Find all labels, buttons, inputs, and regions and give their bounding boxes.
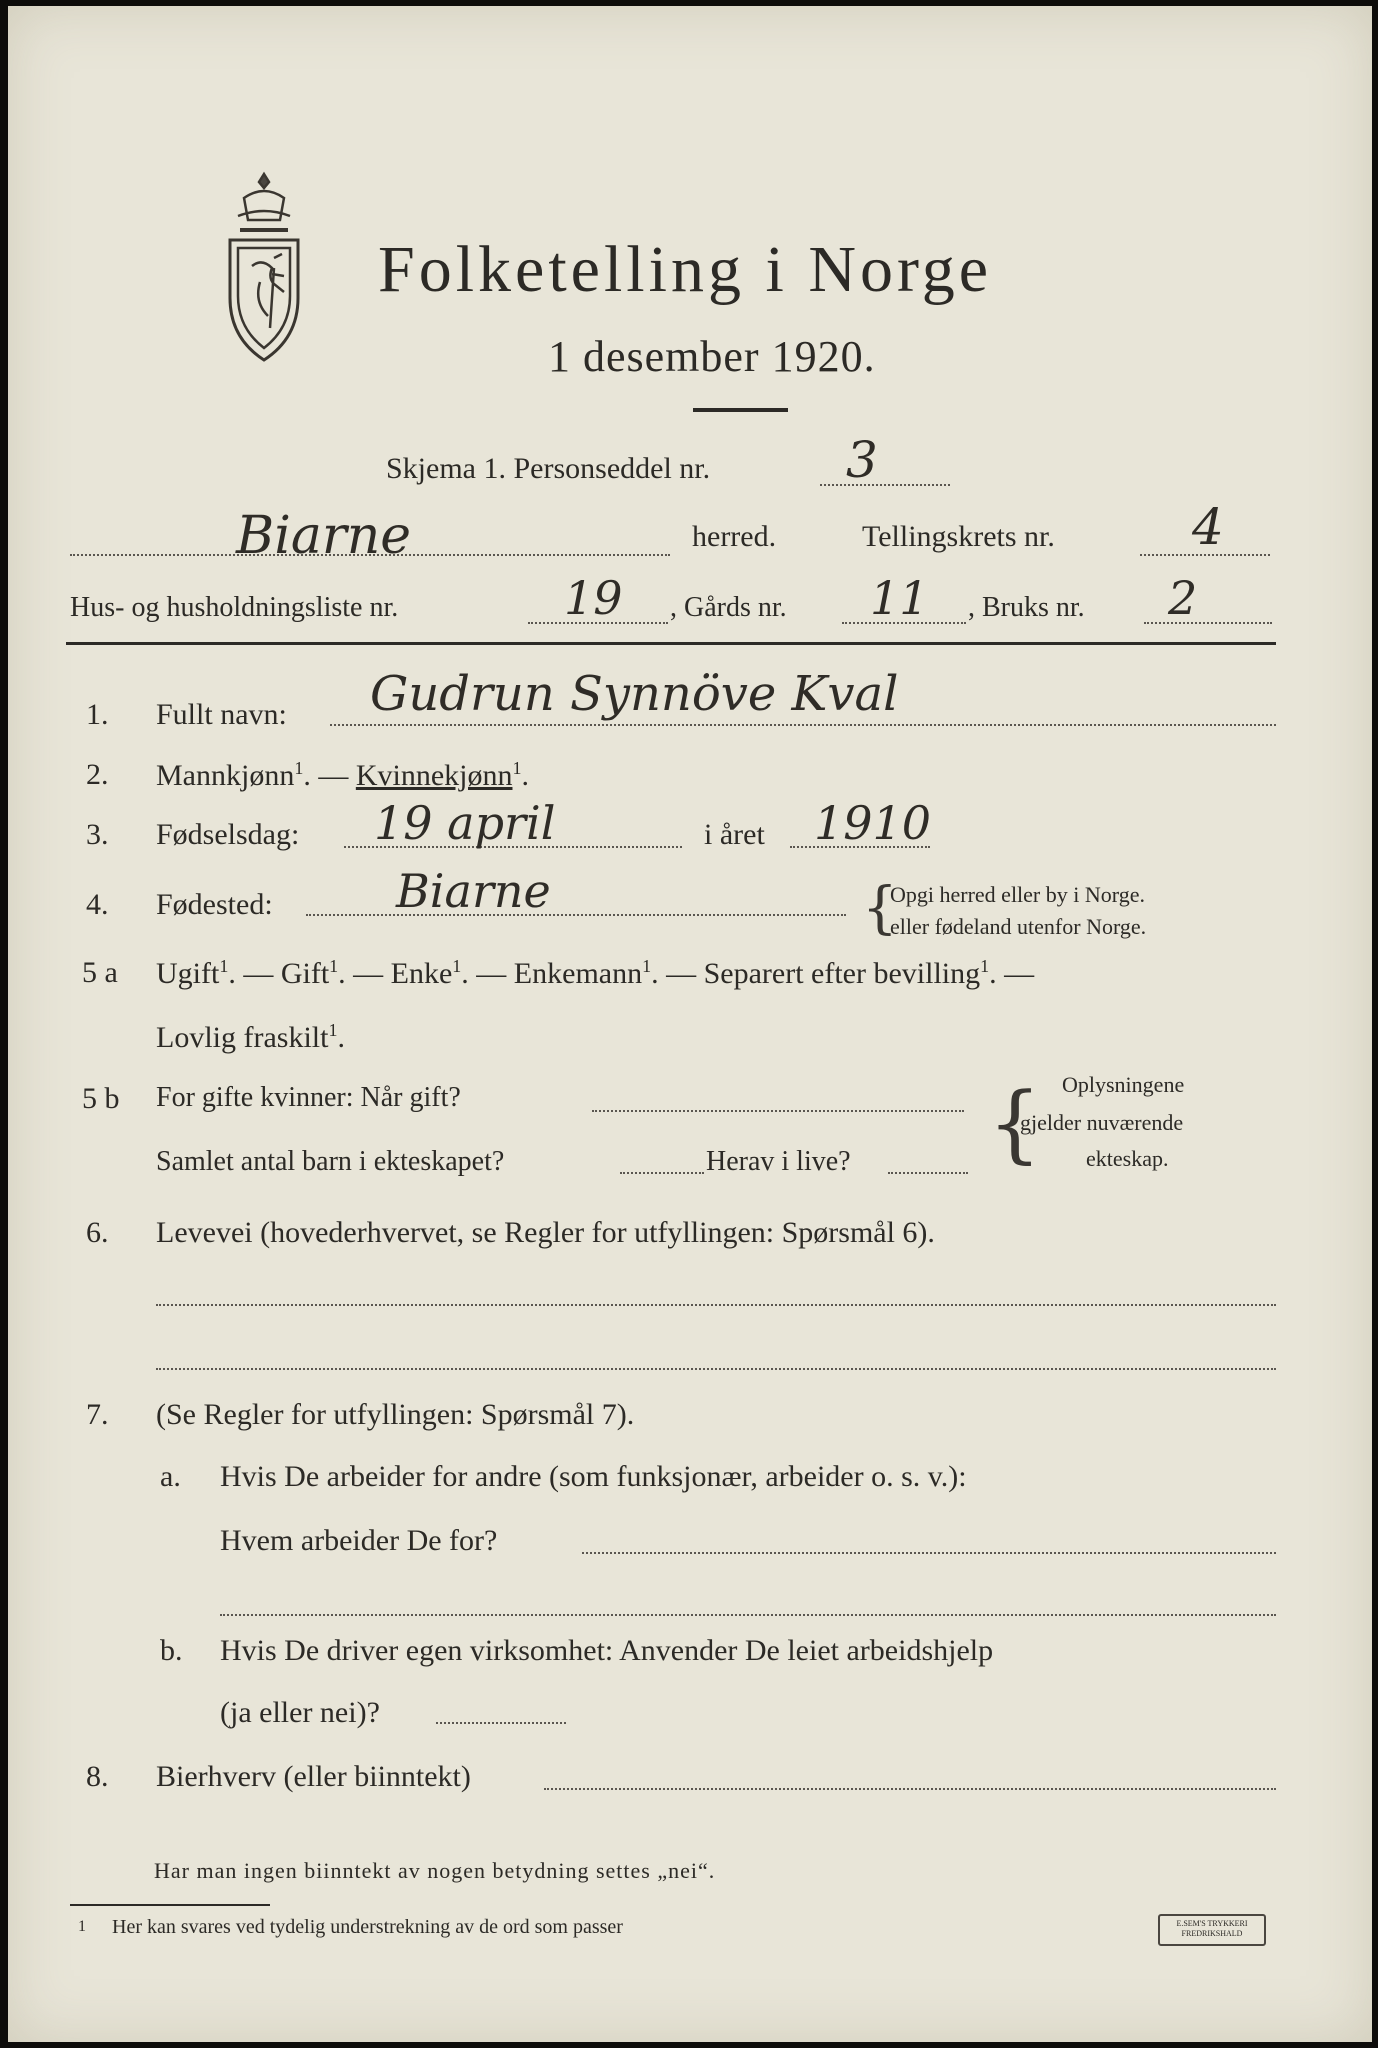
q3-year-label: i året [704,818,765,851]
q7b-answer-line [436,1722,566,1724]
q5a-end: . — [989,957,1035,990]
q5a-ugift[interactable]: Ugift [156,957,220,990]
q3-birthday-value[interactable]: 19 april [374,796,556,850]
census-form-page [8,6,1372,2042]
q5a-sup: 1 [980,956,990,976]
q7a-number: a. [160,1460,181,1493]
q5b-children-label: Samlet antal barn i ekteskapet? [156,1146,505,1177]
printer-text: E.SEM'S TRYKKERI FREDRIKSHALD [1176,1919,1248,1938]
herred-value[interactable]: Biarne [236,506,411,566]
q5b-number: 5 b [82,1082,120,1115]
q5b-label: For gifte kvinner: Når gift? [156,1082,461,1113]
q3-number: 3. [86,818,109,851]
hus-label: Hus- og husholdningsliste nr. [70,592,399,623]
q5a-sup: 1 [642,956,652,976]
q7a-text: Hvis De arbeider for andre (som funksjonær, arbeider o. s. v.): [220,1460,967,1493]
header-rule [66,642,1276,645]
q2-number: 2. [86,758,109,791]
bruks-line [1144,622,1272,624]
q4-note-2: eller fødeland utenfor Norge. [890,914,1147,939]
q6-number: 6. [86,1216,109,1249]
q2-separator: . — [303,759,356,792]
q7-text: (Se Regler for utfyllingen: Spørsmål 7). [156,1398,635,1431]
q3-year-value[interactable]: 1910 [814,796,932,850]
q5a-gift[interactable]: . — Gift [228,957,330,990]
q5b-alive-line [888,1172,968,1174]
q5b-children-line [620,1172,704,1174]
q7a-answer-line [582,1552,1276,1554]
q1-full-name-value[interactable]: Gudrun Synnöve Kval [370,666,899,722]
q7b-text: Hvis De driver egen virksomhet: Anvender De leiet arbeidshjelp [220,1634,994,1667]
q5a-separert[interactable]: . — Separert efter bevilling [651,957,981,990]
q5a-enkemann[interactable]: . — Enkemann [461,957,643,990]
skjema-line [820,484,950,486]
note-text: Har man ingen biinntekt av nogen betydning settes „nei“. [154,1858,716,1883]
q6-line-1 [156,1304,1276,1306]
q5b-when-line [592,1110,964,1112]
title-divider [693,408,788,412]
skjema-label: Skjema 1. Personseddel nr. [386,452,711,485]
q5a-period: . [337,1021,345,1054]
q5a-enke[interactable]: . — Enke [338,957,453,990]
q5a-options [156,956,1034,991]
q1-line [330,724,1276,726]
bruks-value[interactable]: 2 [1168,571,1198,625]
form-title: Folketelling i Norge [378,233,993,306]
printer-mark [1158,1914,1266,1946]
gards-value[interactable]: 11 [870,571,929,625]
footnote-number: 1 [78,1918,86,1935]
q5a-sup: 1 [452,956,462,976]
q4-note-1: Opgi herred eller by i Norge. [890,882,1145,907]
hus-value[interactable]: 19 [564,571,623,625]
q2-options: Mannkjønn$^1$. — Kvinnekjønn$^1$. [156,758,529,792]
q3-label: Fødselsdag: [156,818,300,851]
q8-text: Bierhverv (eller biinntekt) [156,1760,471,1793]
q4-brace: { [862,876,898,941]
gards-label: , Gårds nr. [670,592,787,623]
footnote-text: Her kan svares ved tydelig understrekning av de ord som passer [112,1916,623,1938]
q5a-sup: 1 [328,1020,338,1040]
q2-sup: 1 [294,758,304,778]
q5a-number: 5 a [82,956,118,989]
q2-male-option[interactable]: Mannkjønn [156,759,295,792]
q4-line [306,914,846,916]
q5a-line2 [156,1020,345,1055]
q5a-sup: 1 [219,956,229,976]
q2-sup2: 1 [512,758,522,778]
norwegian-coat-of-arms-icon [216,170,312,370]
q5a-sup: 1 [329,956,339,976]
q7-number: 7. [86,1398,109,1431]
q4-label: Fødested: [156,888,273,921]
q4-birthplace-value[interactable]: Biarne [396,864,551,918]
census-date: 1 desember 1920. [548,332,876,381]
tellingskrets-value[interactable]: 4 [1192,498,1224,556]
q5b-note-3: ekteskap. [1086,1146,1169,1171]
q6-line-2 [156,1368,1276,1370]
q5b-brace: { [988,1074,1042,1172]
q1-number: 1. [86,698,109,731]
footnote-rule [70,1904,270,1906]
q7b-number: b. [160,1634,183,1667]
skjema-value[interactable]: 3 [846,431,878,489]
q7a-line2: Hvem arbeider De for? [220,1524,498,1557]
q5b-note-2: gjelder nuværende [1020,1110,1184,1135]
q6-text: Levevei (hovederhvervet, se Regler for utfyllingen: Spørsmål 6). [156,1216,935,1249]
tellingskrets-label: Tellingskrets nr. [862,520,1055,553]
q5b-alive-label: Herav i live? [706,1146,851,1177]
q2-female-option[interactable]: Kvinnekjønn [355,759,513,792]
bruks-label: , Bruks nr. [968,592,1085,623]
q5a-fraskilt[interactable]: Lovlig fraskilt [156,1021,329,1054]
q7b-line2: (ja eller nei)? [220,1696,380,1729]
q8-answer-line [544,1788,1276,1790]
q1-label: Fullt navn: [156,698,287,731]
q8-number: 8. [86,1760,109,1793]
q7a-answer-line-2 [220,1614,1276,1616]
q5b-note-1: Oplysningene [1062,1072,1185,1097]
q4-number: 4. [86,888,109,921]
herred-label: herred. [692,520,777,553]
